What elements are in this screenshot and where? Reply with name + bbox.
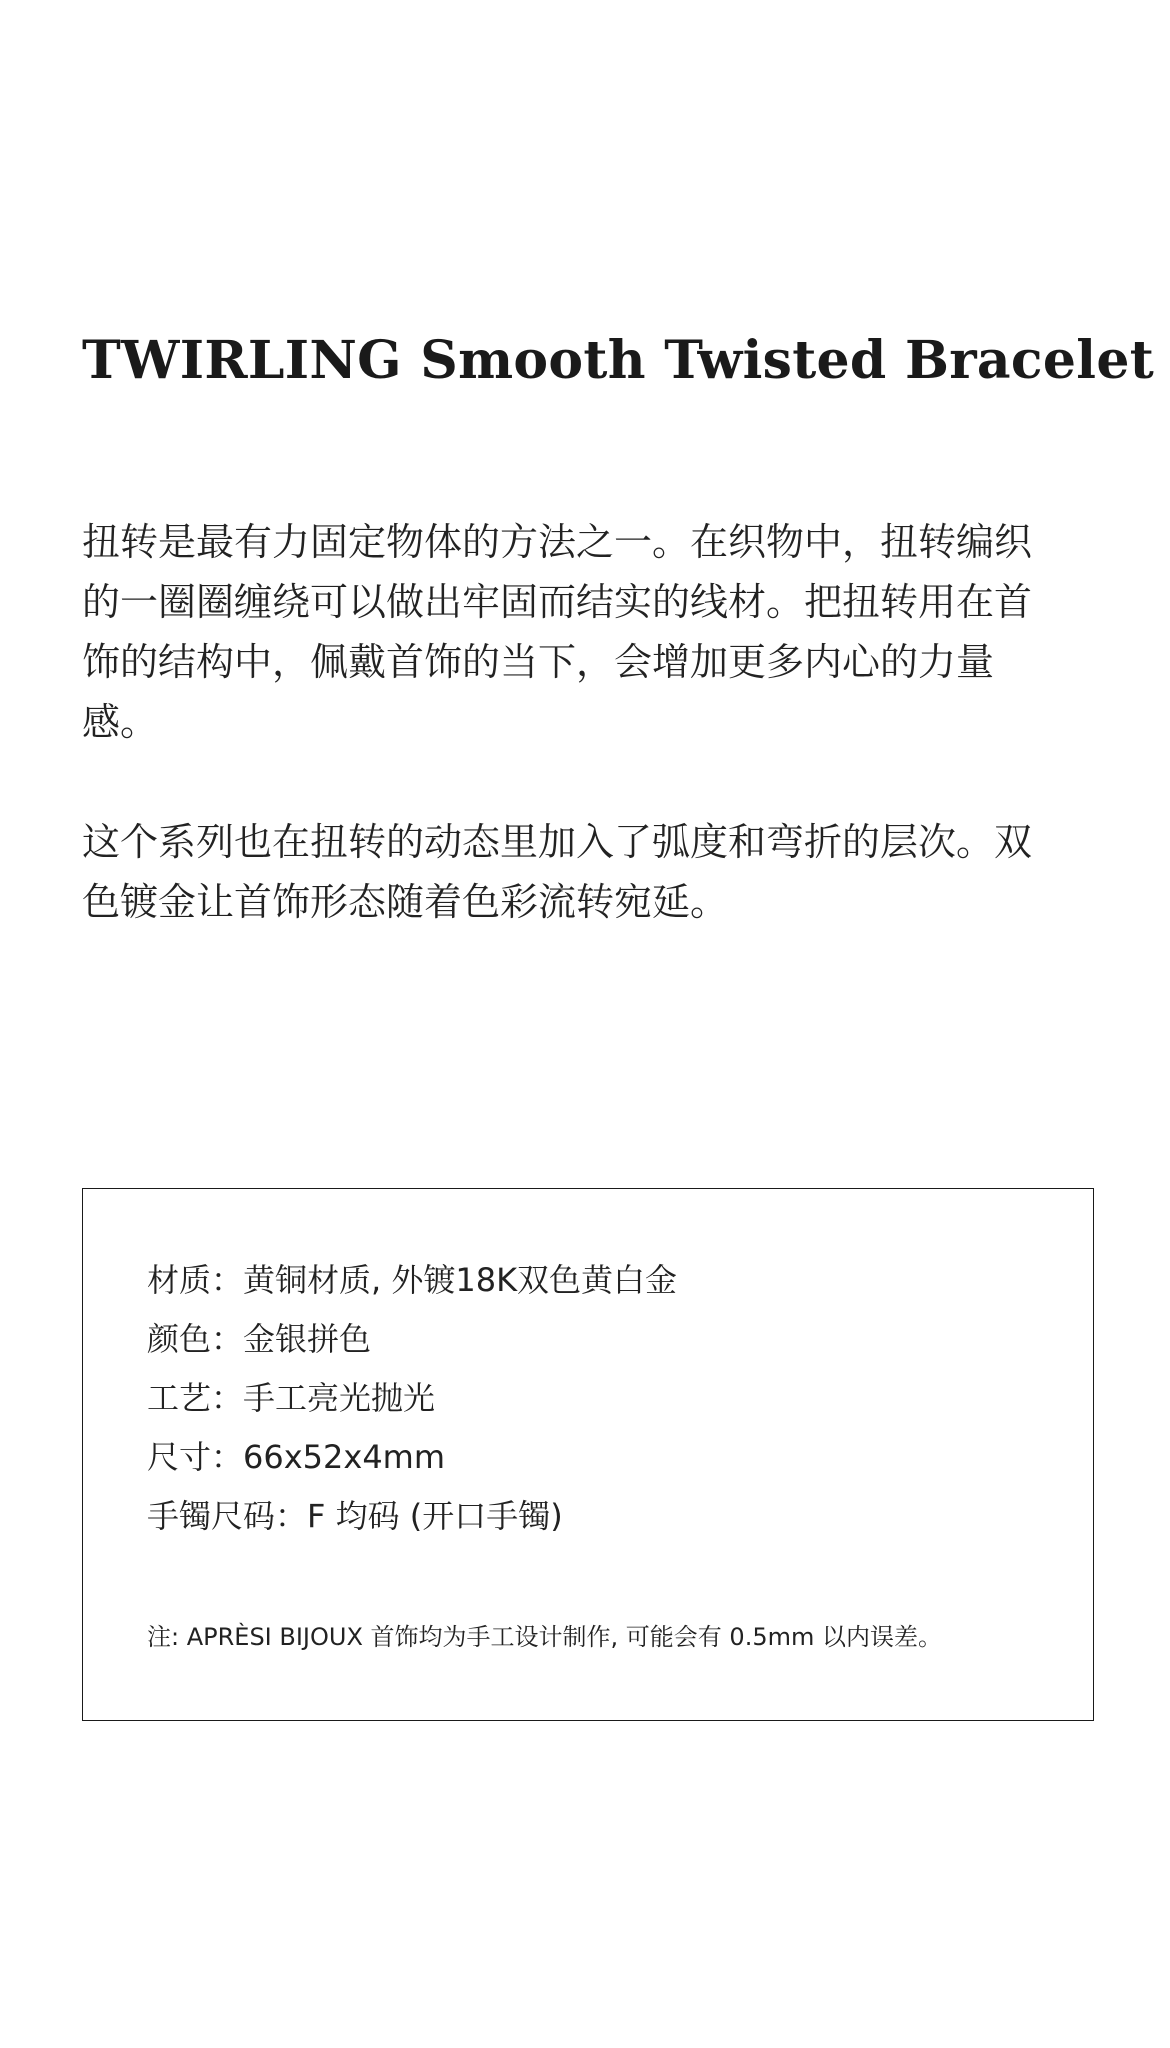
description-paragraph: 这个系列也在扭转的动态里加入了弧度和弯折的层次。双 色镀金让首饰形态随着色彩流转宛延。 (82, 820, 1033, 924)
spec-bracelet-size: 手镯尺码：F 均码 (开口手镯) (147, 1497, 563, 1535)
product-title: TWIRLING Smooth Twisted Bracelet (82, 330, 1155, 391)
spec-craft: 工艺：手工亮光抛光 (147, 1379, 436, 1417)
spec-material: 材质：黄铜材质, 外镀18K双色黄白金 (147, 1261, 678, 1299)
description-paragraph: 扭转是最有力固定物体的方法之一。在织物中，扭转编织 的一圈圈缠绕可以做出牢固而结实的线材。把扭转用在首 饰的结构中，佩戴首饰的当下，会增加更多内心的力量 感。 (82, 520, 1033, 744)
spec-size: 尺寸：66x52x4mm (147, 1438, 446, 1476)
spec-note: 注: APRÈSI BIJOUX 首饰均为手工设计制作, 可能会有 0.5mm 以内误差。 (147, 1623, 942, 1651)
spec-box (82, 1188, 1094, 1721)
spec-list (147, 1251, 677, 1546)
spec-color: 颜色：金银拼色 (147, 1320, 372, 1358)
product-description (82, 512, 1082, 932)
